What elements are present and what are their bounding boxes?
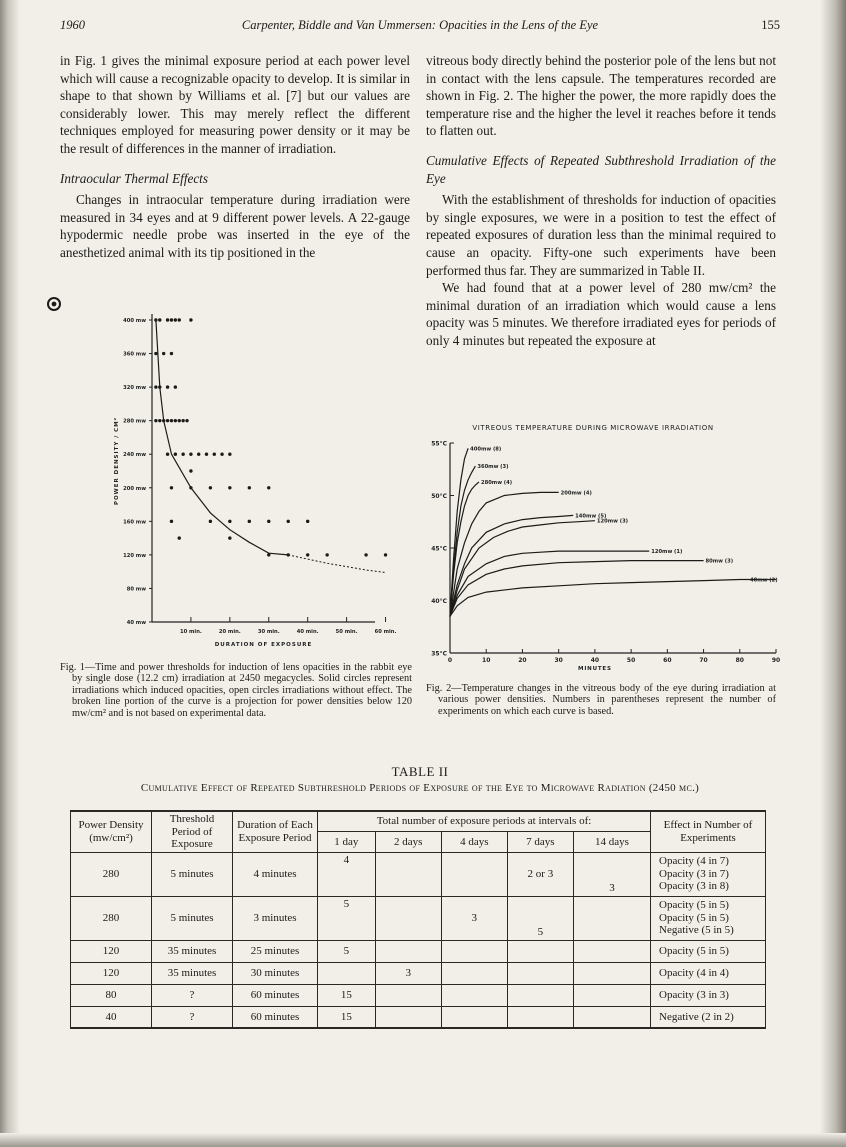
table-cell-power: 120 — [71, 962, 152, 984]
table-cell-threshold: ? — [152, 1006, 233, 1028]
opacity-point — [154, 318, 157, 321]
series-line — [450, 561, 704, 617]
x-tick-label: 70 — [699, 657, 708, 664]
x-tick-label: 0 — [447, 657, 453, 664]
series-label: 80mw (3) — [705, 558, 734, 565]
table-cell-duration: 3 minutes — [233, 896, 318, 940]
no-effect-point — [205, 453, 208, 456]
header-running-title: Carpenter, Biddle and Van Ummersen: Opacities in the Lens of the Eye — [241, 18, 599, 32]
no-effect-point — [248, 486, 251, 489]
table-cell-effect — [651, 984, 766, 1006]
figure-1-threshold-chart — [55, 300, 410, 660]
no-effect-point — [306, 553, 309, 556]
no-effect-point — [287, 520, 290, 523]
opacity-point — [158, 385, 161, 388]
effect-line: Opacity (3 in 3) — [659, 988, 729, 1001]
x-axis-label: DURATION OF EXPOSURE — [214, 642, 313, 648]
table-cell-d4 — [441, 1006, 507, 1028]
y-tick-label: 50°C — [431, 493, 447, 500]
no-effect-point — [248, 520, 251, 523]
table-cell-d14 — [573, 962, 650, 984]
header-effect: Effect in Number of Experiments — [651, 811, 766, 852]
no-effect-point — [267, 553, 270, 556]
series-line — [450, 577, 778, 617]
left-subheading: Intraocular Thermal Effects — [60, 170, 208, 186]
no-effect-point — [189, 469, 192, 472]
table-cell-d2 — [375, 940, 441, 962]
series-label: 120mw (1) — [651, 549, 683, 556]
opacity-point — [162, 352, 165, 355]
no-effect-point — [267, 486, 270, 489]
table-cell-duration: 60 minutes — [233, 1006, 318, 1028]
scan-edge-bottom — [0, 1133, 846, 1147]
chart-title: VITREOUS TEMPERATURE DURING MICROWAVE IRRADIATION — [472, 424, 714, 432]
figure-2-caption-text: Fig. 2—Temperature changes in the vitreous body of the eye during irradiation at various power densities. Numbers in parentheses represent the number of experiments on which each curve is based. — [426, 683, 776, 717]
y-tick-label: 120 mw — [123, 552, 146, 559]
table-row — [71, 962, 766, 984]
no-effect-point — [209, 486, 212, 489]
table-cell-d7 — [507, 962, 573, 984]
x-tick-label: 20 — [518, 657, 527, 664]
header-total-periods: Total number of exposure periods at intervals of: — [318, 811, 651, 832]
series-label: 280mw (4) — [480, 479, 513, 486]
header-threshold-period: Threshold Period of Exposure — [152, 811, 233, 852]
x-tick-label: 40 — [590, 657, 600, 664]
y-tick-label: 40 mw — [126, 620, 146, 626]
header-interval: 14 days — [573, 832, 650, 852]
x-tick-label: 10 min. — [179, 629, 202, 635]
x-tick-label: 60 min. — [374, 629, 397, 635]
no-effect-point — [325, 553, 328, 556]
table-cell-d7: 2 or 3 — [507, 852, 573, 896]
opacity-point — [158, 318, 161, 321]
opacity-point — [178, 419, 181, 422]
table-cell-d14 — [573, 1006, 650, 1028]
y-tick-label: 360 mw — [123, 351, 146, 358]
y-tick-label: 80 mw — [126, 586, 146, 593]
opacity-point — [189, 318, 192, 321]
table-cell-d14 — [573, 940, 650, 962]
y-tick-label: 400 mw — [123, 318, 146, 324]
table-cell-threshold: ? — [152, 984, 233, 1006]
x-tick-label: 20 min. — [218, 629, 241, 635]
table-row — [71, 940, 766, 962]
table-cell-d4 — [441, 962, 507, 984]
opacity-point — [154, 352, 157, 355]
x-tick-label: 10 — [482, 657, 491, 664]
right-paragraph-1: vitreous body directly behind the posterior pole of the lens but not in contact with the lens capsule. The temperatures recorded are shown in Fig. 2. The higher the power, the more rapidly does the temperature rise and the higher the level it reaches before it tends to flatten out. — [426, 53, 776, 139]
no-effect-point — [189, 486, 192, 489]
series-label: 120mw (3) — [596, 518, 629, 525]
right-paragraph-2: With the establishment of thresholds for induction of opacities by single exposures, we were in a position to test the effect of repeated exposures of duration less than the minimal required to cause an opacity. Fifty-one such experiments have been performed thus far. They are summarized in Table II. — [426, 192, 776, 278]
y-tick-label: 55°C — [431, 440, 447, 448]
table-cell-effect — [651, 940, 766, 962]
x-tick-label: 50 — [626, 657, 636, 664]
series-line — [450, 492, 559, 616]
no-effect-point — [197, 453, 200, 456]
y-tick-label: 320 mw — [123, 385, 146, 392]
figure-1-caption-text: Fig. 1—Time and power thresholds for induction of lens opacities in the rabbit eye by single dose (12.2 cm) irradiation at 2450 megacycles. Solid circles represent irradiations which induced opacities, open circles irradiations without effect. The broken line portion of the curve is a projection for power densities below 120 mw/cm² and is not based on experimental data. — [60, 662, 412, 719]
x-tick-label: 90 — [771, 657, 780, 664]
right-paragraph-3: We had found that at a power level of 280 mw/cm² the minimal duration of an irradiation which would cause a lens opacity was 5 minutes. We therefore irradiated eyes for periods of only 4 minutes but repeated the exposure at — [426, 280, 776, 348]
header-power-density: Power Density (mw/cm²) — [71, 811, 152, 852]
left-paragraph-1: in Fig. 1 gives the minimal exposure period at each power level which will cause a recognizable opacity to develop. It is similar in shape to that shown by Williams et al. [7] but our values are considerably lower. This may merely reflect the different techniques employed for measuring power density or it may be the result of differences in the manner of irradiation. — [60, 53, 410, 156]
table-label: TABLE II — [391, 764, 449, 779]
effect-line: Opacity (3 in 8) — [659, 880, 729, 893]
series-label: 400mw (8) — [470, 446, 502, 453]
y-tick-label: 160 mw — [123, 519, 146, 526]
table-cell-power: 280 — [71, 896, 152, 940]
x-tick-label: 80 — [735, 657, 744, 664]
table-cell-d4 — [441, 852, 507, 896]
table-cell-effect — [651, 962, 766, 984]
x-tick-label: 50 min. — [335, 629, 358, 635]
table-cell-d14: 3 — [573, 852, 650, 896]
opacity-point — [174, 385, 177, 388]
header-duration: Duration of Each Exposure Period — [233, 811, 318, 852]
no-effect-point — [189, 453, 192, 456]
x-tick-label: 60 — [663, 657, 672, 664]
table-cell-d2 — [375, 1006, 441, 1028]
table-cell-power: 280 — [71, 852, 152, 896]
table-cell-power: 120 — [71, 940, 152, 962]
table-cell-effect — [651, 1006, 766, 1028]
table-cell-d1: 4 — [318, 852, 376, 896]
opacity-point — [158, 419, 161, 422]
no-effect-point — [384, 553, 387, 556]
table-cell-d1 — [318, 962, 376, 984]
no-effect-point — [364, 553, 367, 556]
figure-marker-icon — [46, 296, 62, 312]
table-cell-threshold: 5 minutes — [152, 896, 233, 940]
opacity-point — [162, 419, 165, 422]
table-cell-d1: 5 — [318, 940, 376, 962]
no-effect-point — [228, 520, 231, 523]
no-effect-point — [306, 520, 309, 523]
opacity-point — [166, 318, 169, 321]
header-interval: 2 days — [375, 832, 441, 852]
opacity-point — [154, 385, 157, 388]
table-cell-power: 80 — [71, 984, 152, 1006]
series-line — [450, 521, 595, 617]
effect-line: Negative (2 in 2) — [659, 1010, 734, 1023]
figure-2-temperature-chart — [420, 415, 780, 673]
effect-line: Opacity (5 in 5) — [659, 899, 729, 912]
table-row — [71, 896, 766, 940]
running-header — [60, 18, 780, 38]
opacity-point — [170, 520, 173, 523]
opacity-point — [154, 419, 157, 422]
table-cell-duration: 60 minutes — [233, 984, 318, 1006]
effect-line: Opacity (4 in 7) — [659, 855, 729, 868]
table-title: Cumulative Effect of Repeated Subthreshold Periods of Exposure of the Eye to Microwave Radiation (2450 mc.) — [140, 782, 700, 794]
right-subheading: Cumulative Effects of Repeated Subthreshold Irradiation of the Eye — [426, 152, 776, 186]
table-cell-d14 — [573, 984, 650, 1006]
table-cell-d2 — [375, 896, 441, 940]
y-tick-label: 240 mw — [123, 452, 146, 459]
opacity-point — [174, 453, 177, 456]
opacity-point — [178, 536, 181, 539]
left-column — [60, 52, 410, 262]
opacity-point — [174, 318, 177, 321]
opacity-point — [185, 419, 188, 422]
series-label: 140mw (5) — [575, 513, 607, 520]
table-cell-d4 — [441, 984, 507, 1006]
opacity-point — [166, 453, 169, 456]
threshold-curve — [156, 320, 288, 555]
figure-2-caption — [426, 683, 776, 717]
no-effect-point — [213, 453, 216, 456]
series-label: 40mw (2) — [750, 577, 778, 584]
table-row — [71, 1006, 766, 1028]
table-cell-d7 — [507, 1006, 573, 1028]
no-effect-point — [287, 553, 290, 556]
y-tick-label: 200 mw — [123, 485, 146, 492]
table-cell-d2 — [375, 852, 441, 896]
scan-edge-left — [0, 0, 20, 1147]
no-effect-point — [181, 453, 184, 456]
effect-line: Opacity (5 in 5) — [659, 911, 729, 924]
table-cell-effect — [651, 852, 766, 896]
x-tick-label: 40 min. — [296, 629, 319, 635]
table-cell-power: 40 — [71, 1006, 152, 1028]
series-label: 200mw (4) — [560, 490, 592, 497]
no-effect-point — [228, 536, 231, 539]
table-cell-d4 — [441, 940, 507, 962]
header-page-number: 155 — [761, 18, 780, 32]
table-cell-d14 — [573, 896, 650, 940]
y-tick-label: 40°C — [431, 598, 447, 605]
no-effect-point — [228, 486, 231, 489]
table-cell-d1: 15 — [318, 984, 376, 1006]
table-cell-d2: 3 — [375, 962, 441, 984]
y-tick-label: 35°C — [431, 650, 447, 658]
table-cell-duration: 25 minutes — [233, 940, 318, 962]
table-cell-effect — [651, 896, 766, 940]
table-cell-threshold: 35 minutes — [152, 962, 233, 984]
effect-line: Opacity (3 in 7) — [659, 867, 729, 880]
table-ii — [70, 810, 766, 1029]
opacity-point — [170, 318, 173, 321]
table-cell-d4: 3 — [441, 896, 507, 940]
opacity-point — [166, 419, 169, 422]
effect-line: Opacity (4 in 4) — [659, 966, 729, 979]
x-tick-label: 30 min. — [257, 629, 280, 635]
table-cell-d1: 15 — [318, 1006, 376, 1028]
table-cell-d7 — [507, 984, 573, 1006]
header-interval: 1 day — [318, 832, 376, 852]
table-cell-threshold: 5 minutes — [152, 852, 233, 896]
x-tick-label: 30 — [554, 657, 563, 664]
table-cell-threshold: 35 minutes — [152, 940, 233, 962]
y-axis-label: POWER DENSITY / CM² — [114, 416, 120, 506]
table-cell-duration: 4 minutes — [233, 852, 318, 896]
effect-line: Opacity (5 in 5) — [659, 944, 729, 957]
figure-1-caption — [60, 662, 412, 719]
table-cell-d7 — [507, 940, 573, 962]
header-interval: 7 days — [507, 832, 573, 852]
no-effect-point — [228, 453, 231, 456]
opacity-point — [170, 486, 173, 489]
opacity-point — [170, 419, 173, 422]
table-cell-duration: 30 minutes — [233, 962, 318, 984]
header-year: 1960 — [60, 18, 85, 32]
opacity-point — [178, 318, 181, 321]
table-row — [71, 984, 766, 1006]
opacity-point — [170, 352, 173, 355]
table-cell-d1: 5 — [318, 896, 376, 940]
opacity-point — [166, 385, 169, 388]
effect-line: Negative (5 in 5) — [659, 924, 734, 937]
header-interval: 4 days — [441, 832, 507, 852]
opacity-point — [181, 419, 184, 422]
y-tick-label: 280 mw — [123, 418, 146, 425]
left-paragraph-2: Changes in intraocular temperature during irradiation were measured in 34 eyes and at 9 different power levels. A 22-gauge hypodermic needle probe was inserted in the eye of the anesthetized animal with its tip positioned in the — [60, 192, 410, 260]
series-label: 360mw (3) — [477, 464, 509, 471]
scan-edge-right — [820, 0, 846, 1147]
right-column — [426, 52, 776, 350]
projection-curve-dashed — [288, 555, 385, 573]
table-cell-d7: 5 — [507, 896, 573, 940]
x-axis-label: MINUTES — [578, 666, 612, 672]
table-cell-d2 — [375, 984, 441, 1006]
table-row — [71, 852, 766, 896]
no-effect-point — [267, 520, 270, 523]
y-tick-label: 45°C — [431, 545, 447, 553]
no-effect-point — [220, 453, 223, 456]
opacity-point — [174, 419, 177, 422]
no-effect-point — [209, 520, 212, 523]
